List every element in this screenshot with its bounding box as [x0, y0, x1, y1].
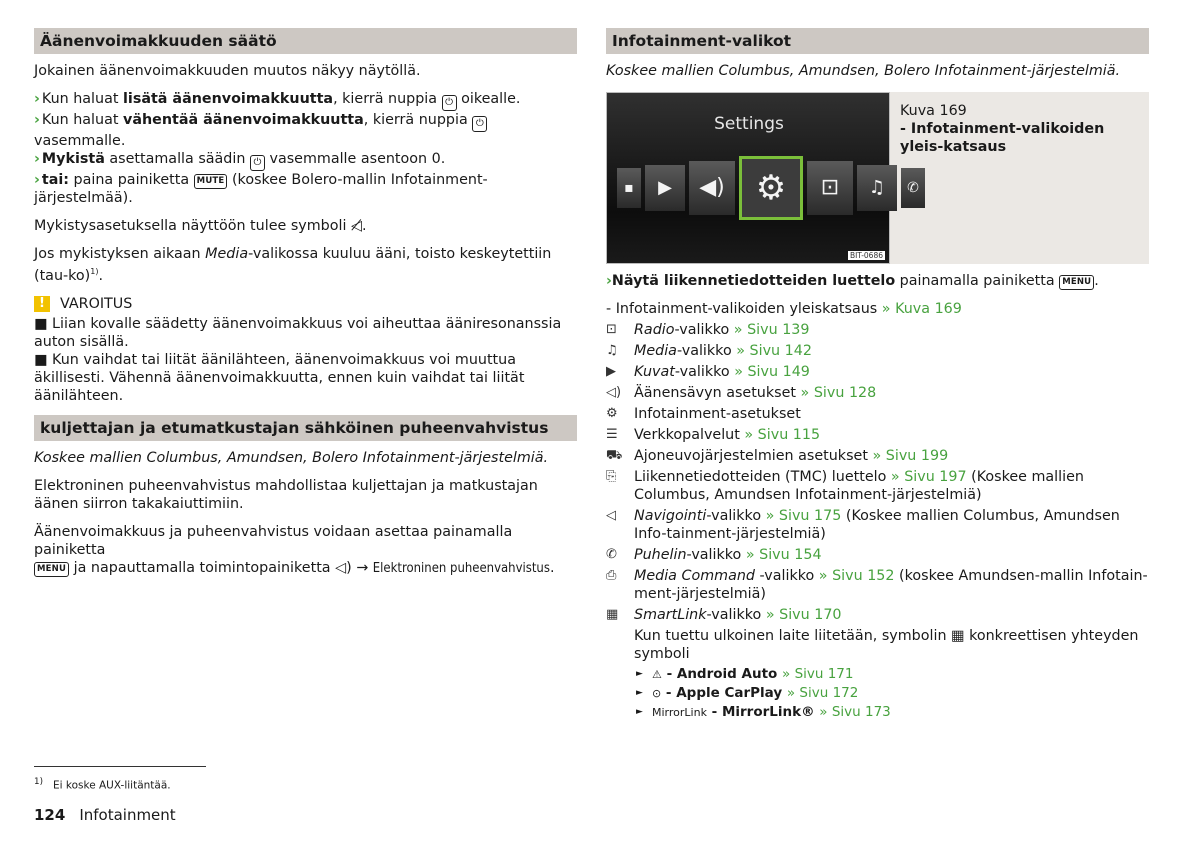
function-key-label: Elektroninen puheenvahvistus — [372, 560, 550, 576]
page-link[interactable]: » Sivu 149 — [734, 364, 810, 380]
phone-icon: ✆ — [901, 168, 925, 208]
menu-item-icon: ▦ — [606, 607, 619, 622]
bullet-triangle-icon: ► — [636, 688, 643, 698]
menu-item-note: (koskee Amundsen-mallin Infotain-ment-järjestelmiä) — [634, 568, 1148, 602]
caption-number: Kuva 169 — [900, 103, 967, 119]
step-arrow-icon: › — [34, 112, 40, 128]
menu-item-name: Kuvat — [634, 364, 675, 380]
knob-icon: ⏻ — [442, 95, 457, 111]
footnote: $^{1)}$ Ei koske AUX-liitäntää. — [34, 777, 171, 792]
left-column — [34, 28, 577, 588]
menu-item-name: Media — [634, 343, 677, 359]
menu-list-item — [606, 447, 1149, 465]
music-icon: ♫ — [857, 165, 897, 211]
menu-item-icon: ⚙ — [606, 406, 618, 421]
smartlink-sublist — [606, 665, 1149, 722]
subitem-text: - Android Auto — [661, 666, 783, 682]
menu-item-note: (Koskee mallien Columbus, Amundsen Infotainment-järjestelmiä) — [634, 469, 1084, 503]
grid-icon: ▪ — [617, 168, 641, 208]
menu-item-text: Äänensävyn asetukset — [634, 385, 801, 401]
subitem-text: - MirrorLink® — [706, 704, 820, 720]
step-increase: › Kun haluat lisätä äänenvoimakkuutta, kierrä nuppia ⏻ oikealle. — [34, 90, 577, 111]
volume-intro: Jokainen äänenvoimakkuuden muutos näkyy näytöllä. — [34, 63, 421, 79]
step-mute-button: › tai: paina painiketta MUTE (koskee Bolero-mallin Infotainment-järjestelmää). — [34, 172, 488, 206]
show-tmc-step: ›Näytä liikennetiedotteiden luettelo painamalla painiketta MENU . — [606, 273, 1099, 289]
section-heading-volume: Äänenvoimakkuuden säätö — [34, 28, 577, 54]
page-link[interactable]: » Sivu 197 — [890, 469, 967, 485]
page-link[interactable]: » Sivu 172 — [786, 685, 859, 701]
warning-item: ■ Kun vaihdat tai liität äänilähteen, äänenvoimakkuus voi muuttua äkillisesti. Vähennä äänenvoimakkuutta, ennen kuin vaihdat tai liität äänilähteen. — [34, 351, 525, 404]
warning-item: ■ Liian kovalle säädetty äänenvoimakkuus voi aiheuttaa ääniresonanssia auton sisällä. — [34, 315, 562, 350]
menu-item-text: Ajoneuvojärjestelmien asetukset — [634, 448, 873, 464]
menu-list-item — [606, 606, 1149, 624]
menu-list — [606, 321, 1149, 624]
gear-icon: ⚙ — [739, 156, 803, 220]
step-arrow-icon: › — [606, 273, 612, 289]
step-mute: › Mykistä asettamalla säädin ⏻ vasemmalle asentoon 0. — [34, 150, 577, 171]
menu-item-text: Verkkopalvelut — [634, 427, 745, 443]
footnote-rule — [34, 766, 206, 767]
menu-item-icon: ♫ — [606, 343, 618, 358]
menu-item-text: -valikko — [676, 343, 737, 359]
speech-applies: Koskee mallien Columbus, Amundsen, Bolero Infotainment-järjestelmiä. — [34, 449, 549, 466]
menu-list-item — [606, 507, 1149, 543]
menu-list-item — [606, 468, 1149, 504]
menu-item-text: -valikko — [706, 508, 766, 524]
overview-line: - Infotainment-valikoiden yleiskatsaus » Kuva 169 — [606, 301, 962, 317]
menu-item-icon: ✆ — [606, 547, 617, 562]
menus-applies: Koskee mallien Columbus, Amundsen, Bolero Infotainment-järjestelmiä. — [606, 63, 1121, 79]
video-icon: ▶ — [645, 165, 685, 211]
page-link[interactable]: » Sivu 154 — [745, 547, 822, 563]
page-link[interactable]: » Sivu 175 — [765, 508, 842, 524]
menu-item-icon: ⛟ — [606, 448, 623, 463]
page-link[interactable]: » Sivu 171 — [782, 666, 854, 682]
menu-item-note: (Koskee mallien Columbus, Amundsen Info-tainment-järjestelmiä) — [634, 508, 1120, 542]
warning-heading: ! VAROITUS — [34, 295, 577, 313]
page-footer — [34, 806, 176, 824]
menu-item-text: -valikko — [686, 547, 746, 563]
menu-tiles — [617, 156, 929, 220]
menu-button-icon: MENU — [34, 562, 69, 577]
subitem-icon: ⚠ — [652, 668, 662, 681]
menu-item-name: Navigointi — [634, 508, 707, 524]
figure-link[interactable]: » Kuva 169 — [881, 301, 962, 317]
menu-list-item — [606, 342, 1149, 360]
page-link[interactable]: » Sivu 139 — [733, 322, 810, 338]
menu-item-text: -valikko — [706, 607, 766, 623]
page-link[interactable]: » Sivu 199 — [872, 448, 949, 464]
knob-icon: ⏻ — [250, 155, 265, 171]
menu-item-text: -valikko — [754, 568, 819, 584]
page-link[interactable]: » Sivu 173 — [819, 704, 891, 720]
volume-steps — [34, 90, 577, 207]
page-section: Infotainment — [79, 806, 176, 824]
menu-item-name: Media Command — [634, 568, 755, 584]
menu-item-text: -valikko — [674, 364, 735, 380]
smartlink-subitem — [636, 703, 1149, 722]
footnote-ref: 1) — [90, 267, 99, 276]
menu-item-icon: ⎘ — [606, 469, 617, 484]
speech-para1: Elektroninen puheenvahvistus mahdollistaa kuljettajan ja matkustajan äänen siirron takakaiuttimiin. — [34, 477, 538, 512]
page-number: 124 — [34, 806, 66, 824]
menu-list-item — [606, 546, 1149, 564]
settings-screen-image — [606, 92, 919, 264]
menu-item-name: Radio — [634, 322, 675, 338]
smartlink-subitem — [636, 665, 1149, 684]
menu-item-name: SmartLink — [634, 607, 707, 623]
menu-list-item — [606, 363, 1149, 381]
media-note: Jos mykistyksen aikaan Media-valikossa kuuluu ääni, toisto keskeytettiin $(tau-ko)^{1)}$. — [34, 246, 552, 284]
menu-item-text: Infotainment-asetukset — [634, 406, 801, 422]
menu-list-item — [606, 405, 1149, 423]
step-decrease: › Kun haluat vähentää äänenvoimakkuutta, kierrä nuppia ⏻ vasemmalle. — [34, 111, 577, 150]
smartlink-subitem — [636, 684, 1149, 703]
smartlink-note: Kun tuettu ulkoinen laite liitetään, symbolin ▦ konkreettisen yhteyden symboli — [634, 628, 1139, 662]
page-link[interactable]: » Sivu 115 — [744, 427, 821, 443]
menu-item-icon: ◁ — [606, 508, 616, 523]
bullet-triangle-icon: ► — [636, 707, 643, 717]
mute-symbol-note: Mykistysasetuksella näyttöön tulee symboli ◁̸. — [34, 218, 367, 234]
mute-button-icon: MUTE — [194, 174, 228, 189]
section-heading-speech: kuljettajan ja etumatkustajan sähköinen puheenvahvistus — [34, 415, 577, 441]
radio-icon: ⊡ — [807, 161, 853, 215]
caption-text: - Infotainment-valikoiden yleis-katsaus — [900, 121, 1105, 155]
bullet-triangle-icon: ► — [636, 669, 643, 679]
menu-item-icon: ☰ — [606, 427, 618, 442]
subitem-icon: ⊙ — [652, 687, 662, 700]
menu-button-icon: MENU — [1059, 275, 1094, 290]
menu-list-item — [606, 384, 1149, 402]
knob-icon: ⏻ — [472, 116, 487, 132]
screen-title: Settings — [714, 114, 784, 134]
menu-item-text: -valikko — [674, 322, 734, 338]
menu-list-item — [606, 426, 1149, 444]
speech-para2: Äänenvoimakkuus ja puheenvahvistus voidaan asettaa painamalla painiketta MENU ja napauttamalla toimintopainiketta ◁) → Elektroninen puheenvahvistus. — [34, 523, 555, 576]
menu-list-item — [606, 567, 1149, 603]
menu-item-icon: ⎙ — [606, 568, 617, 583]
page-link[interactable]: » Sivu 170 — [765, 607, 842, 623]
subitem-icon: MirrorLink — [652, 706, 707, 719]
step-arrow-icon: › — [34, 91, 40, 107]
warning-icon: ! — [34, 296, 50, 312]
menu-list-item — [606, 321, 1149, 339]
subitem-text: - Apple CarPlay — [661, 685, 787, 701]
page-link[interactable]: » Sivu 152 — [818, 568, 895, 584]
step-arrow-icon: › — [34, 151, 40, 167]
speaker-icon: ◀) — [689, 161, 735, 215]
menu-item-name: Puhelin — [634, 547, 687, 563]
page-link[interactable]: » Sivu 128 — [800, 385, 877, 401]
menu-item-text: Liikennetiedotteiden (TMC) luettelo — [634, 469, 891, 485]
figure-169 — [606, 92, 1149, 264]
step-arrow-icon: › — [34, 172, 40, 188]
menu-item-icon: ▶ — [606, 364, 616, 379]
menu-item-icon: ◁) — [606, 385, 622, 400]
right-column — [606, 28, 1149, 722]
page-link[interactable]: » Sivu 142 — [736, 343, 812, 359]
menu-item-icon: ⊡ — [606, 322, 617, 337]
image-code: BIT-0686 — [849, 251, 883, 260]
section-heading-menus: Infotainment-valikot — [606, 28, 1149, 54]
